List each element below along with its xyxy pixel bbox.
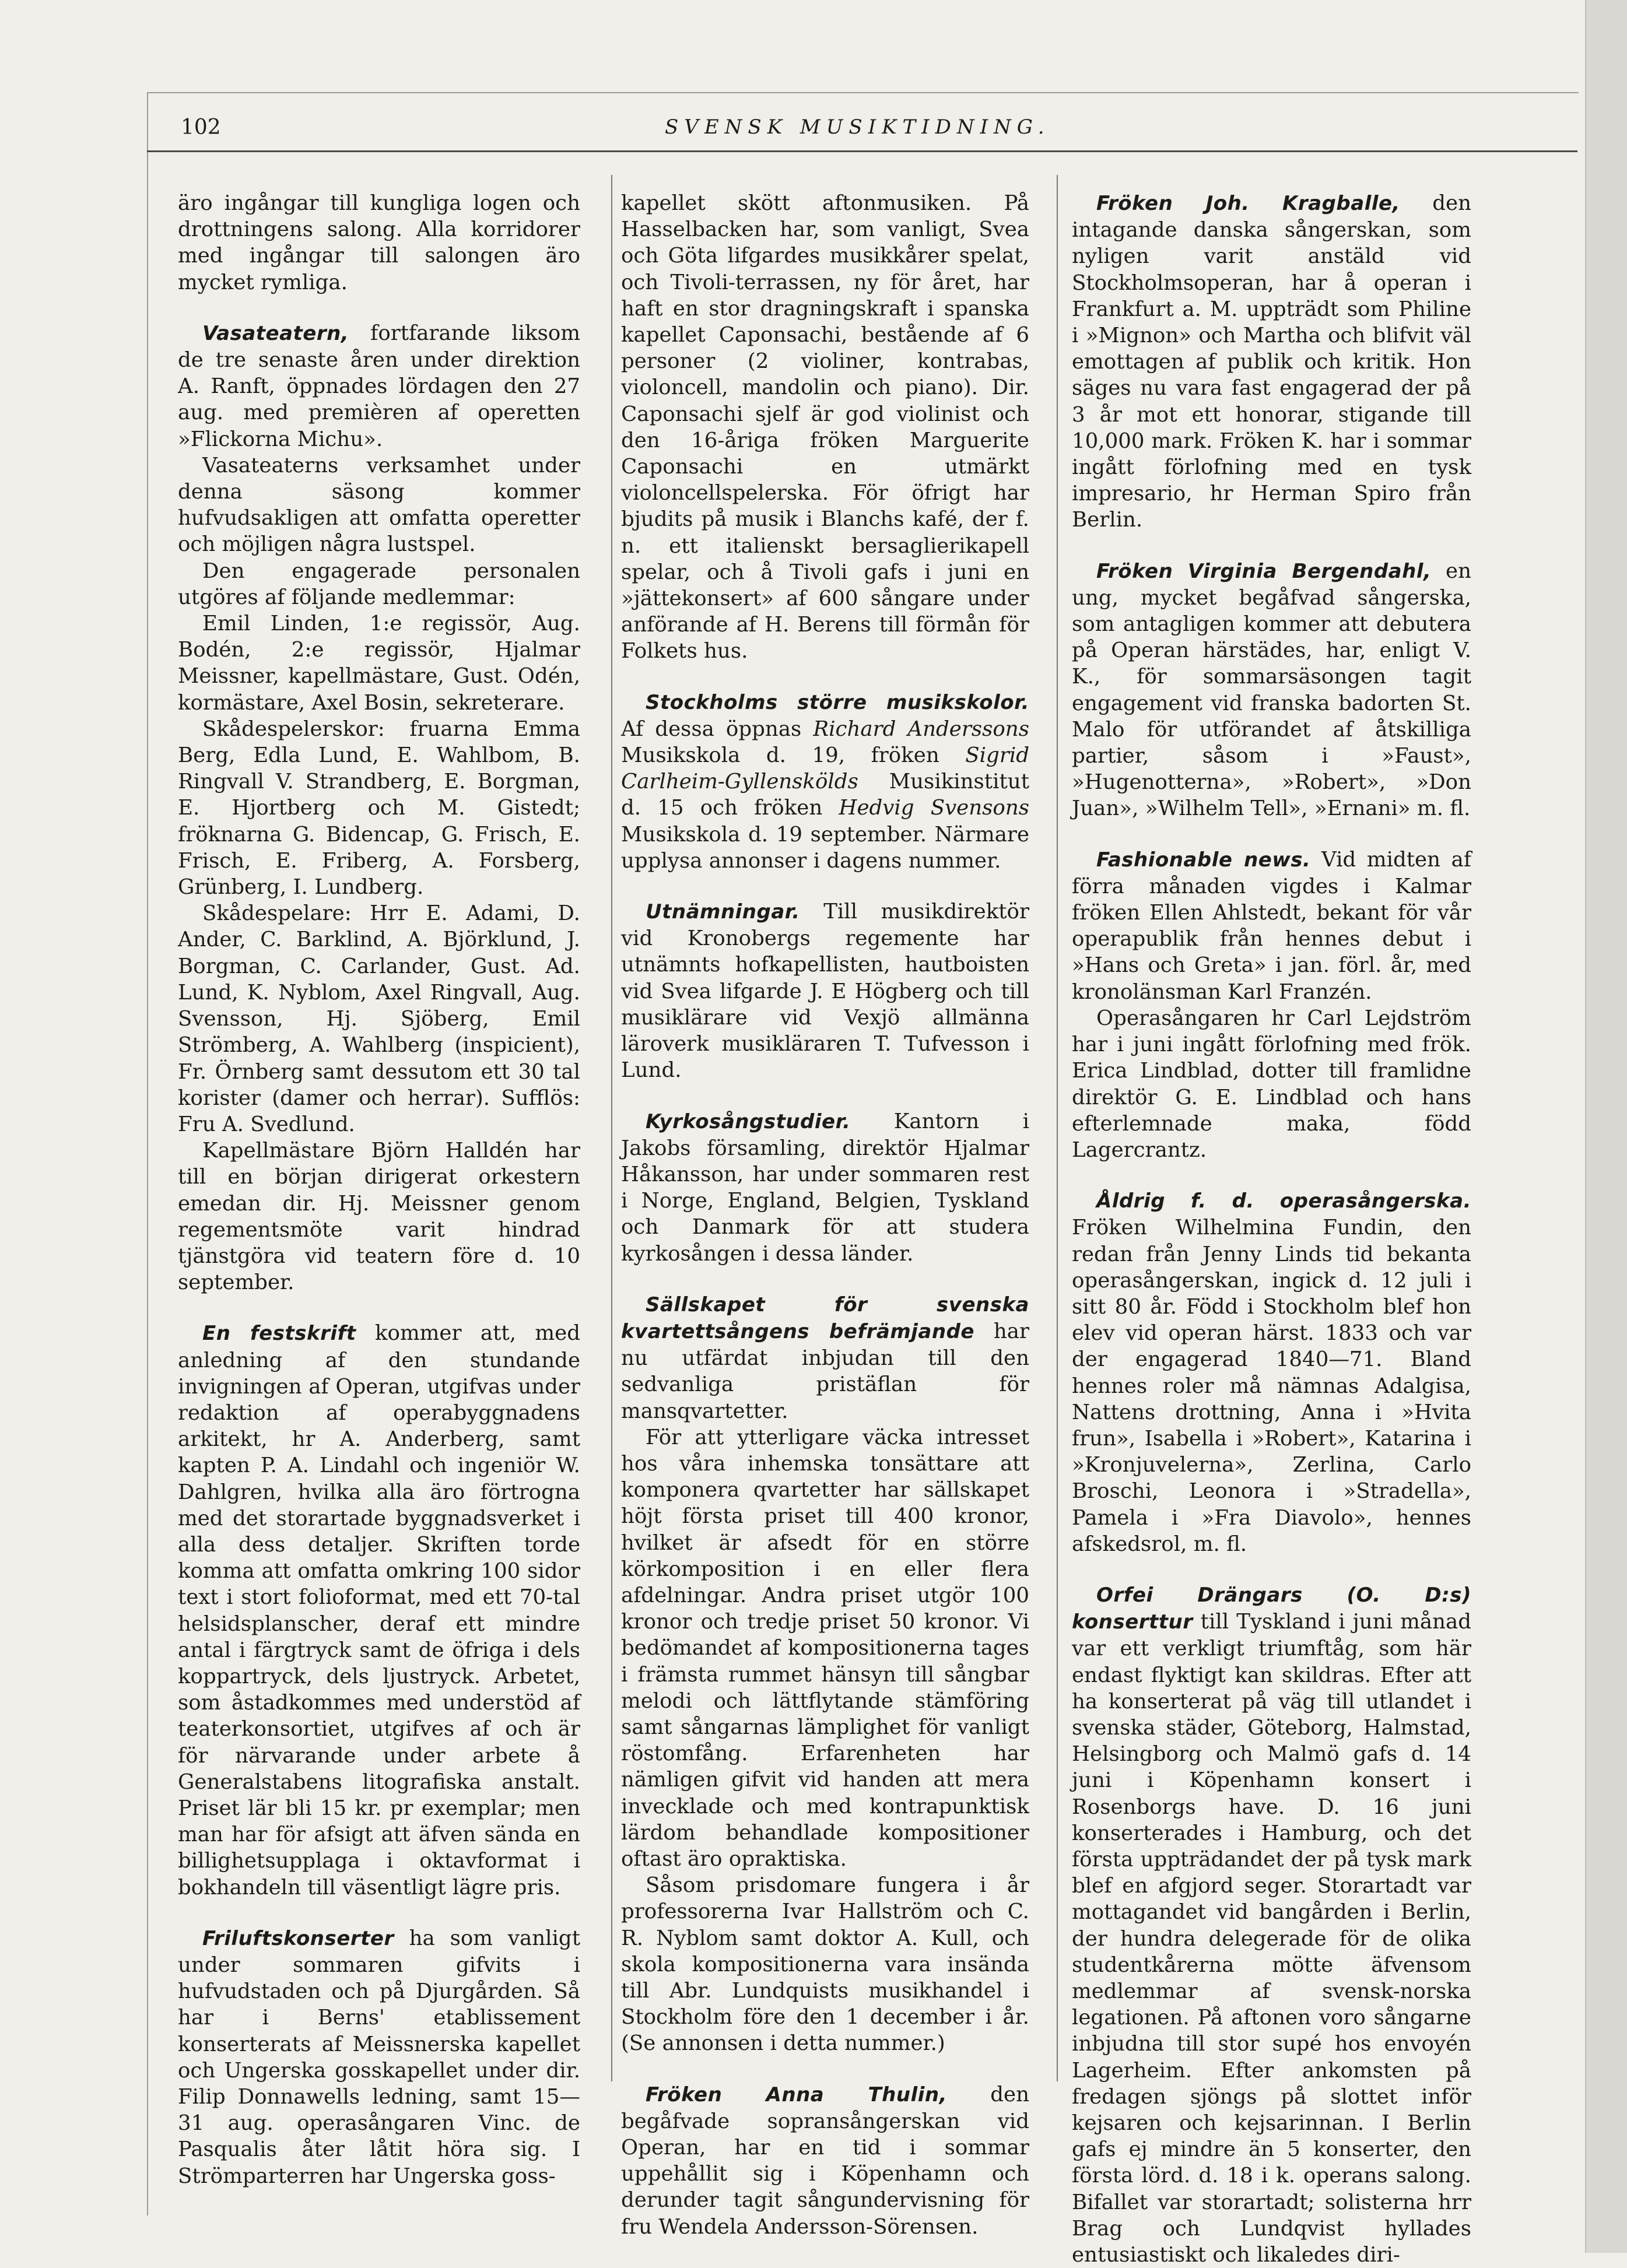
col1-para-8: Kapellmästare Björn Halldén har till en början dirigerat orkestern emedan dir. Hj. Meissner genom regementsmöte varit hindrad tjänstgöra vid teatern före d. 10 september. [178,1139,580,1295]
col1-festskrift [178,1320,580,1900]
text-musikskolor-4: Musikskola d. 19 september. Närmare upplysa annonser i dagens nummer. [621,822,1029,873]
col2-para-prisdomare: Såsom prisdomare fungera i år professorerna Ivar Hallström och C. R. Nyblom samt doktor A. Kull, och skola kompositionerna vara insända till Abr. Lundquists musikhandel i Stockholm före den 1 december i år. (Se annonsen i detta nummer.) [621,1873,1029,2056]
heading-aldrig: Åldrig f. d. operasångerska. [1096,1189,1471,1213]
text-sallskapet: har nu utfärdat inbjudan till den sedvanliga pristäflan för mansqvartetter. [621,1319,1029,1423]
text-festskrift: kommer att, med anledning af den stundande invigningen af Operan, utgifvas under redaktion af operabyggnadens arkitekt, hr A. Anderberg, samt kapten P. A. Lindahl och ingeniör W. Dahlgren, hvilka alla äro förtrogna med det storartade byggnadsverket i alla dess detaljer. Skriften torde komma att omfatta omkring 100 sidor text i stort folioformat, med ett 70-tal helsidsplanscher, deraf ett mindre antal i färgtryck samt de öfriga i dels koppartryck, dels ljustryck. Arbetet, som åstadkommes med understöd af teaterkonsortiet, utgifves af och är för närvarande under arbete å Generalstabens litografiska anstalt. Priset lär bli 15 kr. pr exemplar; men man har för afsigt att äfven sända en billighetsupplaga i oktavformat i bokhandeln till väsentligt lägre pris. [178,1321,580,1900]
col1-para-7: Skådespelare: Hrr E. Adami, D. Ander, C. Barklind, A. Björklund, J. Borgman, C. Carlander, Gust. Ad. Lund, K. Nyblom, Axel Ringvall, Aug. Svensson, Hj. Sjöberg, Emil Strömberg, A. Wahlberg (inspicient), Fr. Örnberg samt dessutom ett 30 tal korister (damer och herrar). Sufflös: Fru A. Svedlund. [178,901,580,1136]
heading-kragballe: Fröken Joh. Kragballe, [1096,192,1400,215]
col3-kragballe [1072,190,1471,533]
column-rule-1 [611,175,612,2081]
col1-para-1: äro ingångar till kungliga logen och drottningens salong. Alla korridorer med ingångar till salongen äro mycket rymliga. [178,191,580,294]
text-friluftskonserter: ha som vanligt under sommaren gifvits i hufvudstaden och på Djurgården. Så har i Berns' etablissement konserterats af Meissnerska kapellet och Ungerska gosskapellet under dir. Filip Donnawells ledning, samt 15—31 aug. operasångaren Vinc. de Pasqualis åter låtit höra sig. I Strömparterren har Ungerska goss- [178,1926,580,2188]
col1-para-4: Den engagerade personalen utgöres af följande medlemmar: [178,559,580,609]
col3-aldrig [1072,1188,1471,1557]
column-1 [178,190,580,2189]
text-bergendahl: en ung, mycket begåfvad sångerska, som antagligen kommer att debutera på Operan härstädes, har, enligt V. K., för sommarsäsongen tagit engagement vid franska badorten St. Malo för utförandet af åtskilliga partier, såsom i »Faust», »Hugenotterna», »Robert», »Don Juan», »Wilhelm Tell», »Ernani» m. fl. [1072,559,1471,821]
column-3 [1072,190,1471,2268]
col2-thulin [621,2081,1029,2240]
running-head: SVENSK MUSIKTIDNING. [665,115,1050,139]
text-musikskolor-2: Musikskola d. 19, fröken [621,743,966,768]
page-number: 102 [181,115,221,139]
col1-vasateatern [178,320,580,452]
col2-utnamningar [621,898,1029,1083]
col1-para-6: Skådespelerskor: fruarna Emma Berg, Edla Lund, E. Wahlbom, B. Ringvall V. Strandberg, E. Borgman, E. Hjortberg och M. Gistedt; fröknarna G. Bidencap, G. Frisch, E. Frisch, E. Friberg, A. Forsberg, Grünberg, I. Lundberg. [178,717,580,900]
header-rule [147,150,1577,152]
col3-fashionable [1072,847,1471,1005]
col3-bergendahl [1072,558,1471,822]
col3-para-lejdstrom: Operasångaren hr Carl Lejdström har i juni ingått förlofning med frök. Erica Lindblad, dotter till framlidne direktör G. E. Lindblad och hans efterlemnade maka, född Lagercrantz. [1072,1006,1471,1162]
text-kragballe: den intagande danska sångerskan, som nyligen varit anstäld vid Stockholmsoperan, har å operan i Frankfurt a. M. uppträdt som Philine i »Mignon» och Martha och blifvit väl emottagen af publik och kritik. Hon säges nu vara fast engagerad der på 3 år mot ett honorar, stigande till 10,000 mark. Fröken K. har i sommar ingått förlofning med en tysk impresario, hr Herman Spiro från Berlin. [1072,191,1472,532]
column-rule-2 [1057,175,1058,2081]
text-musikskolor-3: Musikinstitut d. 15 och fröken [621,770,1029,820]
text-orfei: till Tyskland i juni månad var ett verkligt triumftåg, som här endast flyktigt kan skildras. Efter att ha konserterat på väg till utlandet i svenska städer, Göteborg, Halmstad, Helsingborg och Malmö gafs d. 14 juni i Köpenhamn konsert i Rosenborgs have. D. 16 juni konserterades i Hamburg, och det första uppträdandet der på tysk mark blef en afgjord seger. Storartadt var mottagandet vid bangården i Berlin, der hundra delegerade för de olika studentkårerna mötte äfvensom medlemmar af svensk-norska legationen. På aftonen voro sångarne inbjudna till stor supé hos envoyén Lagerheim. Efter ankomsten på fredagen sjöngs på slottet inför kejsaren och kejsarinnan. I Berlin gafs ej mindre än 5 konserter, den första lörd. d. 18 i k. operans salong. Bifallet var storartadt; solisterna hrr Brag och Lundqvist hyllades entusiastiskt och likaledes diri- [1072,1610,1471,2267]
heading-bergendahl: Fröken Virginia Bergendahl, [1096,559,1432,583]
text-thulin: den begåfvade sopransångerskan vid Operan, har en tid i sommar uppehållit sig i Köpenhamn och derunder tagit sångundervisning för fru Wendela Andersson-Sörensen. [621,2082,1029,2239]
col1-para-5: Emil Linden, 1:e regissör, Aug. Bodén, 2:e regissör, Hjalmar Meissner, kapellmästare, Gust. Odén, kormästare, Axel Bosin, sekreterare. [178,612,580,715]
name-svenson: Hedvig Svensons [839,796,1029,820]
heading-fashionable: Fashionable news. [1096,848,1311,872]
col2-musikskolor [621,689,1029,874]
col1-para-3: Vasateaterns verksamhet under denna säsong kommer hufvudsakligen att omfatta operetter och möjligen några lustspel. [178,453,580,557]
col2-para-for: För att ytterligare väcka intresset hos våra inhemska tonsättare att komponera qvartetter har sällskapet höjt första priset till 400 kronor, hvilket är afsedt för en större körkomposition i en eller flera afdelningar. Andra priset utgör 100 kronor och tredje priset 50 kronor. Vi bedömandet af kompositionerna tages i främsta rummet hänsyn till sångbar melodi och lättflytande stämföring samt sångarnas lämplighet för vanligt röstomfång. Erfarenheten har nämligen gifvit vid handen att mera invecklade och med kontrapunktisk lärdom behandlade kompositioner oftast äro opraktiska. [621,1425,1029,1871]
heading-festskrift: En festskrift [202,1322,356,1346]
heading-friluftskonserter: Friluftskonserter [202,1926,394,1950]
name-andersson: Richard Anderssons [813,717,1029,741]
text-kyrkosangstudier: Kantorn i Jakobs församling, direktör Hjalmar Håkansson, har under sommaren rest i Norge, England, Belgien, Tyskland och Danmark för att studera kyrkosången i dessa länder. [621,1109,1029,1266]
text-fashionable: Vid midten af förra månaden vigdes i Kalmar fröken Ellen Ahlstedt, bekant för vår operapublik från hennes debut i »Hans och Greta» i jan. förl. år, med kronolänsman Karl Franzén. [1072,847,1472,1004]
text-musikskolor-1: Af dessa öppnas [621,717,814,741]
name-carlheim-gyllensköld: Sigrid Carlheim-Gyllenskölds [621,743,1029,794]
page-right-edge [1585,0,1627,2253]
heading-thulin: Fröken Anna Thulin, [646,2083,948,2106]
text-aldrig: Fröken Wilhelmina Fundin, den redan från Jenny Linds tid bekanta operasångerskan, ingick d. 12 juli i sitt 80 år. Född i Stockholm blef hon elev vid operan härst. 1833 och var der engagerad 1840—71. Bland hennes roler må nämnas Adalgisa, Nattens drottning, Anna i »Hvita frun», Isabella i »Robert», Katarina i »Kronjuvelerna», Zerlina, Carlo Broschi, Leonora i »Stradella», Pamela i »Fra Diavolo», hennes afskedsrol, m. fl. [1072,1216,1471,1556]
column-2 [621,190,1029,2240]
text-utnamningar: Till musikdirektör vid Kronobergs regemente har utnämnts hofkapellisten, hautboisten vid Svea lifgarde J. E Högberg och till musiklärare vid Vexjö allmänna läroverk musikläraren T. Tufvesson i Lund. [621,900,1029,1083]
heading-utnamningar: Utnämningar. [646,900,800,924]
heading-musikskolor: Stockholms större musikskolor. [646,690,1029,714]
heading-sallskapet: Sällskapet för svenska kvartettsångens befrämjande [621,1293,1029,1343]
col3-orfei [1072,1582,1471,2268]
heading-orfei: Orfei Drängars (O. D:s) konserttur [1072,1583,1471,1634]
col2-para-1: kapellet skött aftonmusiken. På Hasselbacken har, som vanligt, Svea och Göta lifgardes musikkårer spelat, och Tivoli-terrassen, ny för året, har haft en stor dragningskraft i spanska kapellet Caponsachi, bestående af 6 personer (2 violiner, kontrabas, violoncell, mandolin och piano). Dir. Caponsachi sjelf är god violinist och den 16-åriga fröken Marguerite Caponsachi en utmärkt violoncellspelerska. För öfrigt har bjudits på musik i Blanchs kafé, der f. n. ett italienskt bersaglierikapell spelar, och å Tivoli gafs i juni en »jättekonsert» af 600 sångare under anförande af H. Berens till förmån för Folkets hus. [621,191,1029,663]
col2-kyrkosangstudier [621,1108,1029,1267]
text-vasateatern: fortfarande liksom de tre senaste åren under direktion A. Ranft, öppnades lördagen den 27 aug. med premièren af operetten »Flickorna Michu». [178,321,580,451]
heading-vasateatern: Vasateatern, [202,321,349,345]
col2-sallskapet [621,1291,1029,1424]
col1-friluftskonserter [178,1925,580,2189]
heading-kyrkosangstudier: Kyrkosångstudier. [646,1110,851,1133]
